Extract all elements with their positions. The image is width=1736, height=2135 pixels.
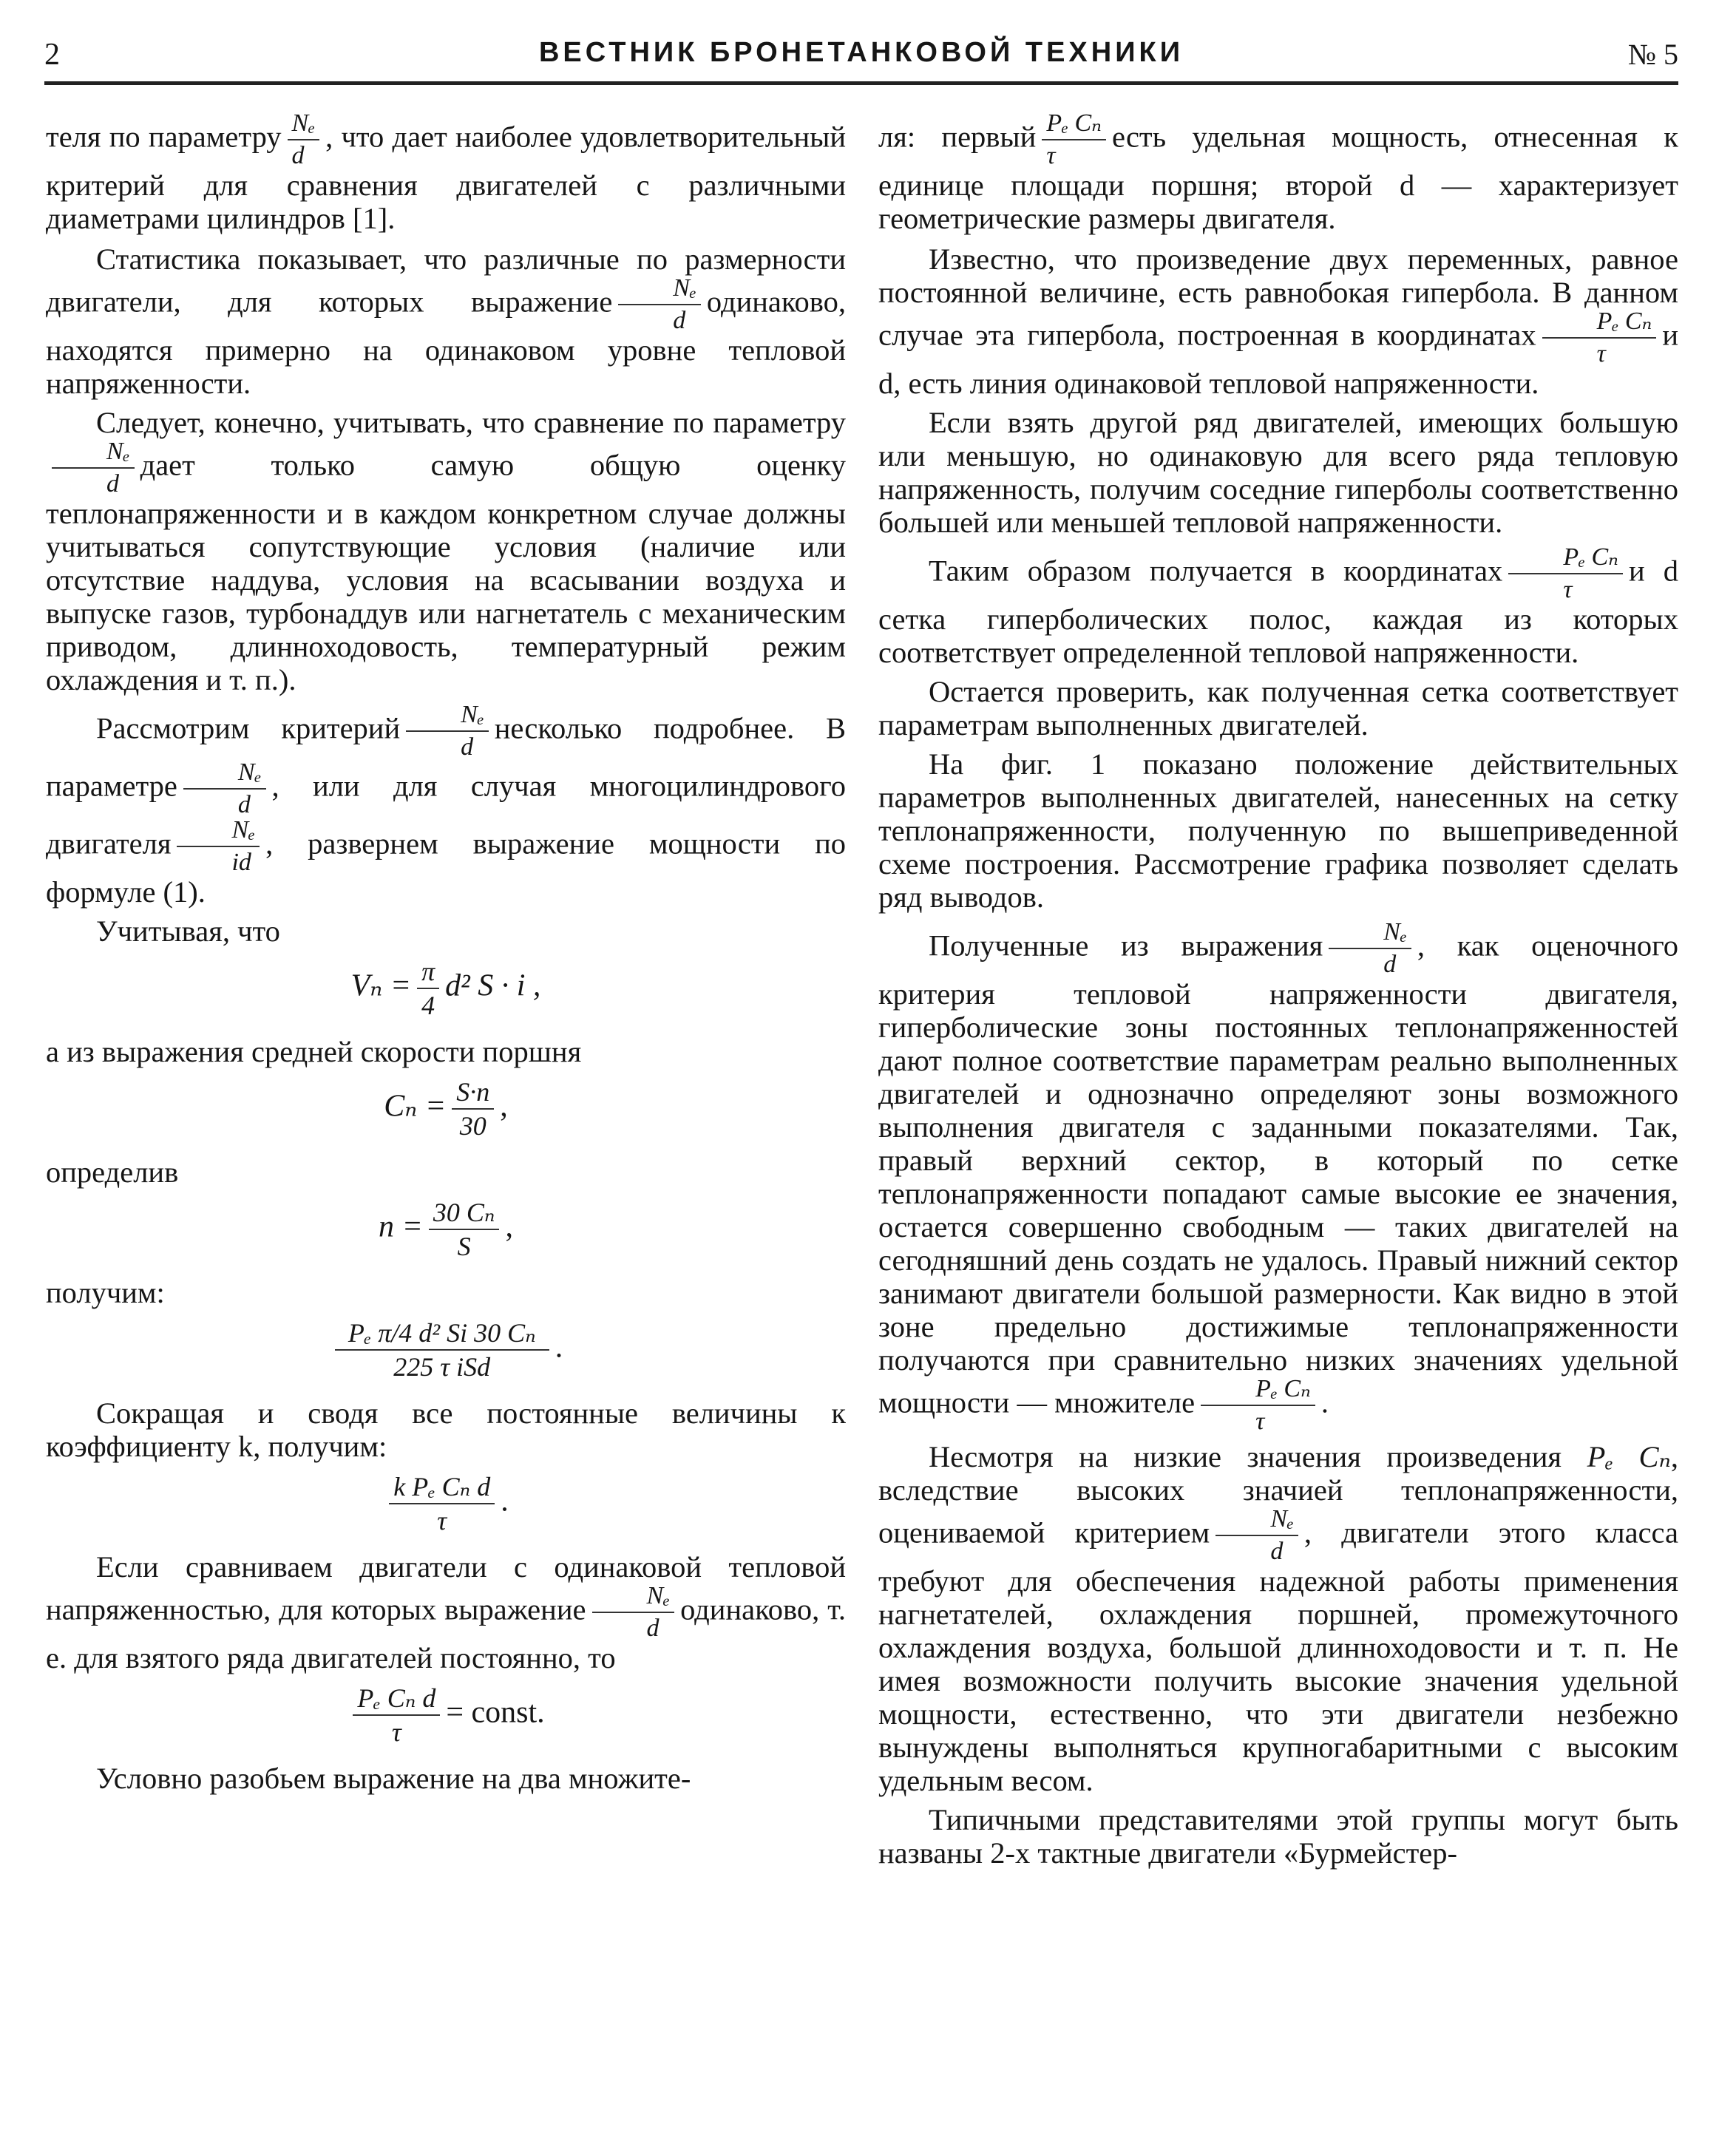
- fraction-ne-d: $\frac{\text{Nₑ}}{d}$: [406, 702, 489, 760]
- fraction-ne-d: $\frac{\text{Nₑ}}{d}$: [1329, 920, 1411, 977]
- paragraph: На фиг. 1 показано положение действительных параметров выполненных двигателей, нанесенных на сетку теплонапряженности, полученную по вышеприведенной схеме построения. Рассмотрение графика позволяет сделать ряд выводов.: [878, 747, 1678, 914]
- paragraph: Остается проверить, как полученная сетка соответствует параметрам выполненных двигателей.: [878, 675, 1678, 741]
- page-number: 2: [44, 38, 60, 72]
- paragraph: Следует, конечно, учитывать, что сравнение по параметру $\frac{\text{Nₑ}}{d}$ дает только самую общую оценку теплонапряженности и в каждом конкретном случае должны учитываться сопутствующие условия (наличие или отсутствие наддува, условия на всасывании воздуха и выпуске газов, турбонаддув или нагнетатель с механическим приводом, длинноходовость, температурный режим охлаждения и т. п.).: [46, 406, 846, 696]
- paragraph: Условно разобьем выражение на два множите-: [96, 1762, 691, 1795]
- paragraph: теля по параметру $\frac{\text{Nₑ}}{d}$ , что дает наиболее удовлетворительный критерий для сравнения двигателей с различными диаметрами цилиндров [1].: [46, 111, 846, 235]
- paragraph: определив: [46, 1155, 179, 1189]
- paragraph: Сокращая и сводя все постоянные величины к коэффициенту k, получим:: [46, 1396, 846, 1463]
- fraction-ne-d: $\frac{\text{Nₑ}}{d}$: [183, 760, 266, 818]
- equation-power-expansion: $\frac{\text{Pₑ π/4 d² Si 30 Cₙ}}{\text{225 τ iSd}}$ .: [46, 1320, 846, 1380]
- equation-piston-speed: Cₙ = $\frac{S\cdot n}{30}$ ,: [384, 1077, 508, 1141]
- paragraph: получим:: [46, 1276, 165, 1309]
- paragraph: Учитывая, что: [96, 914, 280, 948]
- fraction-ne-d: $\frac{\text{Nₑ}}{d}$: [592, 1584, 675, 1641]
- paragraph: а из выражения средней скорости поршня: [46, 1035, 582, 1068]
- equation-const: $\frac{\text{Pₑ Cₙ d}}{\tau}$ = const.: [46, 1685, 846, 1745]
- right-column: [878, 111, 1678, 2122]
- fraction-ne-d: $\frac{\text{Nₑ}}{d}$: [288, 111, 320, 169]
- running-header: [44, 37, 1678, 81]
- fraction-pecn-tau: $\frac{\text{Pₑ Cₙ}}{\tau}$: [1201, 1377, 1315, 1434]
- header-rule: [44, 81, 1678, 85]
- paragraph: Несмотря на низкие значения произведения Pₑ Cₙ, вследствие высоких значией теплонапряженности, оцениваемой критерием $\frac{\text{Nₑ}}{d}$ , двигатели этого класса требуют для обеспечения надежной работы применения нагнетателей, охлаждения поршней, промежуточного охлаждения воздуха, большой длинноходовости и т. п. Не имея возможности получить высокие значения удельной мощности, естественно, что эти двигатели незбежно вынуждены выполняться крупногабаритными с высоким удельным весом.: [878, 1440, 1678, 1797]
- issue-number: № 5: [1627, 38, 1678, 71]
- left-column: [46, 111, 846, 2122]
- equation-rpm: n = $\frac{\text{30 Cₙ}}{S}$ ,: [379, 1198, 513, 1261]
- paragraph: Полученные из выражения $\frac{\text{Nₑ}}{d}$ , как оценочного критерия тепловой напряженности двигателя, гиперболические зоны постоянных теплонапряженностей дают полное соответствие параметрам реально выполненных двигателей и однозначно определяют зоны возможного выполнения двигателя с заданными показателями. Так, правый верхний сектор, в который по сетке теплонапряженности попадают самые высокие ее значения, остается совершенно свободным — таких двигателей на сегодняшний день создать не удалось. Правый нижний сектор занимают двигатели большой размерности. Как видно в этой зоне предельно достижимые теплонапряженности получаются при сравнительно низких значениях удельной мощности — множителе $\frac{\text{Pₑ Cₙ}}{\tau}$ .: [878, 918, 1678, 1435]
- fraction-ne-d: $\frac{\text{Nₑ}}{d}$: [618, 276, 701, 333]
- equation-k-form: $\frac{\text{k Pₑ Cₙ d}}{\tau}$ .: [46, 1473, 846, 1534]
- paragraph: Таким образом получается в координатах $\frac{\text{Pₑ Cₙ}}{\tau}$ и d сетка гиперболических полос, каждая из которых соответствует определенной тепловой напряженности.: [878, 543, 1678, 669]
- paragraph: ля: первый $\frac{\text{Pₑ Cₙ}}{\tau}$ есть удельная мощность, отнесенная к единице площади поршня; второй d — характеризует геометрические размеры двигателя.: [878, 111, 1678, 235]
- paragraph: Известно, что произведение двух переменных, равное постоянной величине, есть равнобокая гипербола. В данном случае эта гипербола, построенная в координатах $\frac{\text{Pₑ Cₙ}}{\tau}$ и d, есть линия одинаковой тепловой напряженности.: [878, 242, 1678, 400]
- paragraph: Статистика показывает, что различные по размерности двигатели, для которых выражение $\frac{\text{Nₑ}}{d}$ одинаково, находятся примерно на одинаковом уровне тепловой напряженности.: [46, 242, 846, 400]
- paragraph: Типичными представителями этой группы могут быть названы 2-х тактные двигатели «Бурмейстер-: [878, 1803, 1678, 1870]
- equation-piston-volume: Vₙ = $\frac{\pi}{4}$ d² S · i ,: [350, 957, 541, 1020]
- fraction-ne-d: $\frac{\text{Nₑ}}{d}$: [1215, 1507, 1298, 1564]
- fraction-ne-d: $\frac{\text{Nₑ}}{d}$: [52, 439, 135, 497]
- journal-title: ВЕСТНИК БРОНЕТАНКОВОЙ ТЕХНИКИ: [538, 37, 1184, 68]
- fraction-ne-id: $\frac{\text{Nₑ}}{id}$: [177, 818, 260, 875]
- fraction-pecn-tau: $\frac{\text{Pₑ Cₙ}}{\tau}$: [1042, 111, 1106, 169]
- paragraph: Если сравниваем двигатели с одинаковой тепловой напряженностью, для которых выражение $\frac{\text{Nₑ}}{d}$ одинаково, т. е. для взятого ряда двигателей постоянно, то: [46, 1550, 846, 1674]
- paragraph: Рассмотрим критерий $\frac{\text{Nₑ}}{d}$ несколько подробнее. В параметре $\frac{\text{Nₑ}}{d}$ , или для случая многоцилиндрового двигателя $\frac{\text{Nₑ}}{id}$ , развернем выражение мощности по формуле (1).: [46, 701, 846, 909]
- fraction-pecn-tau: $\frac{\text{Pₑ Cₙ}}{\tau}$: [1508, 545, 1623, 603]
- paragraph: Если взять другой ряд двигателей, имеющих большую или меньшую, но одинаковую для всего ряда тепловую напряженность, получим соседние гиперболы соответственно большей или меньшей тепловой напряженности.: [878, 406, 1678, 539]
- fraction-pecn-tau: $\frac{\text{Pₑ Cₙ}}{\tau}$: [1542, 309, 1657, 367]
